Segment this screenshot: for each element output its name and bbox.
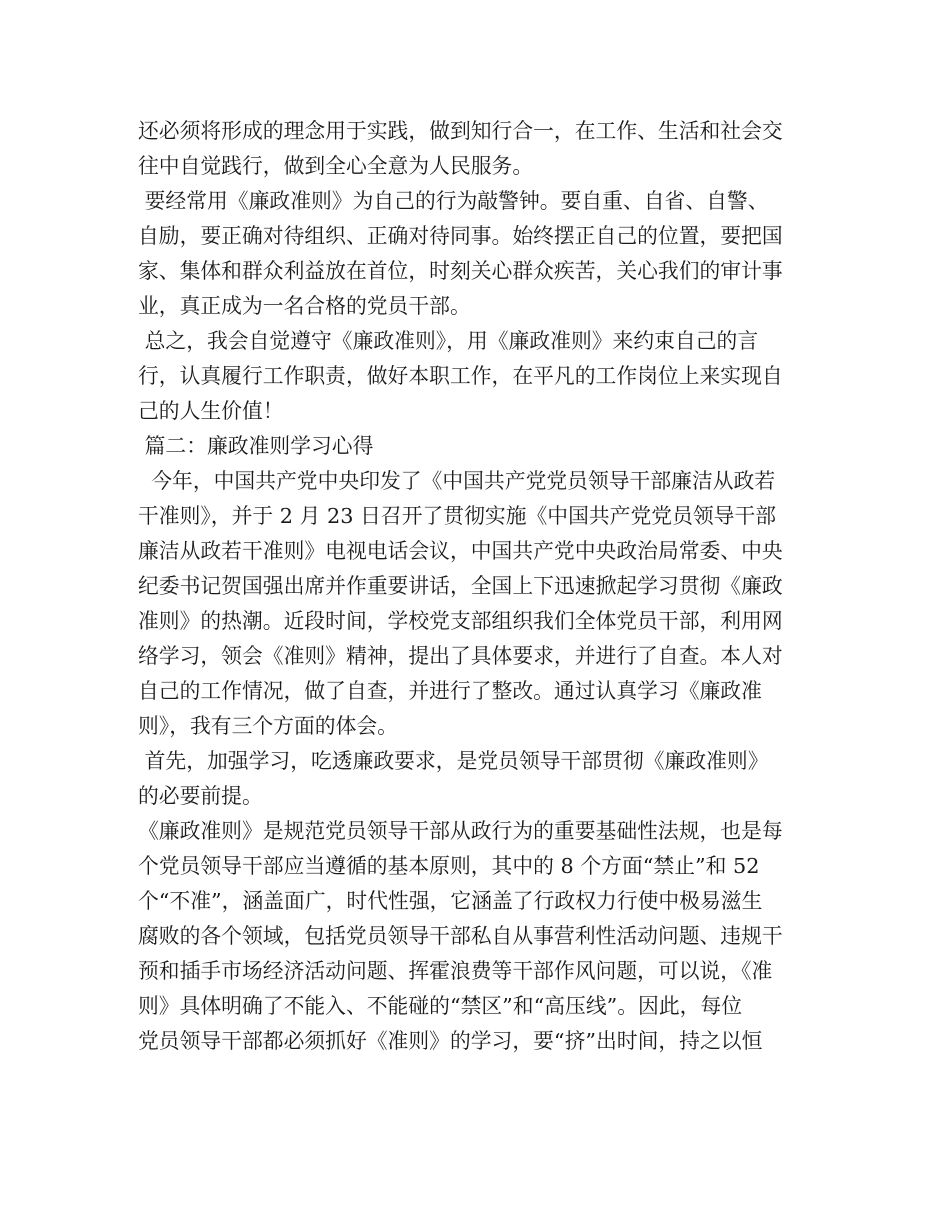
text-line: 预和插手市场经济活动问题、挥霍浪费等干部作风问题，可以说，《准 [138, 959, 773, 983]
text-line: 今年，中国共产党中央印发了《中国共产党党员领导干部廉洁从政若 [138, 469, 776, 493]
text-line: 党员领导干部都必须抓好《准则》的学习，要“挤”出时间，持之以恒 [138, 1029, 763, 1053]
text-line: 个“不准”，涵盖面广，时代性强，它涵盖了行政权力行使中极易滋生 [138, 889, 763, 913]
text-line: 纪委书记贺国强出席并作重要讲话，全国上下迅速掀起学习贯彻《廉政 [138, 574, 783, 598]
text-line: 要经常用《廉政准则》为自己的行为敲警钟。要自重、自省、自警、 [138, 189, 769, 213]
text-line: 干准则》，并于 2 月 23 日召开了贯彻实施《中国共产党党员领导干部 [138, 504, 777, 528]
text-line: 的必要前提。 [138, 784, 263, 808]
text-line: 个党员领导干部应当遵循的基本原则，其中的 8 个方面“禁止”和 52 [138, 854, 760, 878]
text-line: 则》具体明确了不能入、不能碰的“禁区”和“高压线”。因此，每位 [138, 994, 743, 1018]
text-line: 总之，我会自觉遵守《廉政准则》，用《廉政准则》来约束自己的言 [138, 329, 759, 353]
text-line: 准则》的热潮。近段时间，学校党支部组织我们全体党员干部，利用网 [138, 609, 783, 633]
document-page [138, 114, 814, 1059]
text-line: 往中自觉践行，做到全心全意为人民服务。 [138, 154, 534, 178]
text-line: 自己的工作情况，做了自查，并进行了整改。通过认真学习《廉政准 [138, 679, 762, 703]
text-line: 自励，要正确对待组织、正确对待同事。始终摆正自己的位置，要把国 [138, 224, 783, 248]
text-line: 首先，加强学习，吃透廉政要求，是党员领导干部贯彻《廉政准则》 [138, 749, 769, 773]
text-line: 业，真正成为一名合格的党员干部。 [138, 294, 471, 318]
text-line: 廉洁从政若干准则》电视电话会议，中国共产党中央政治局常委、中央 [138, 539, 783, 563]
text-line: 络学习，领会《准则》精神，提出了具体要求，并进行了自查。本人对 [138, 644, 783, 668]
text-line: 腐败的各个领域，包括党员领导干部私自从事营利性活动问题、违规干 [138, 924, 783, 948]
section-heading: 篇二：廉政准则学习心得 [138, 434, 374, 458]
text-line: 行，认真履行工作职责，做好本职工作，在平凡的工作岗位上来实现自 [138, 364, 783, 388]
text-line: 《廉政准则》是规范党员领导干部从政行为的重要基础性法规，也是每 [138, 819, 783, 843]
text-line: 家、集体和群众利益放在首位，时刻关心群众疾苦，关心我们的审计事 [138, 259, 783, 283]
text-line: 己的人生价值！ [138, 399, 284, 423]
text-line: 则》，我有三个方面的体会。 [138, 714, 398, 738]
text-line: 还必须将形成的理念用于实践，做到知行合一，在工作、生活和社会交 [138, 119, 783, 143]
